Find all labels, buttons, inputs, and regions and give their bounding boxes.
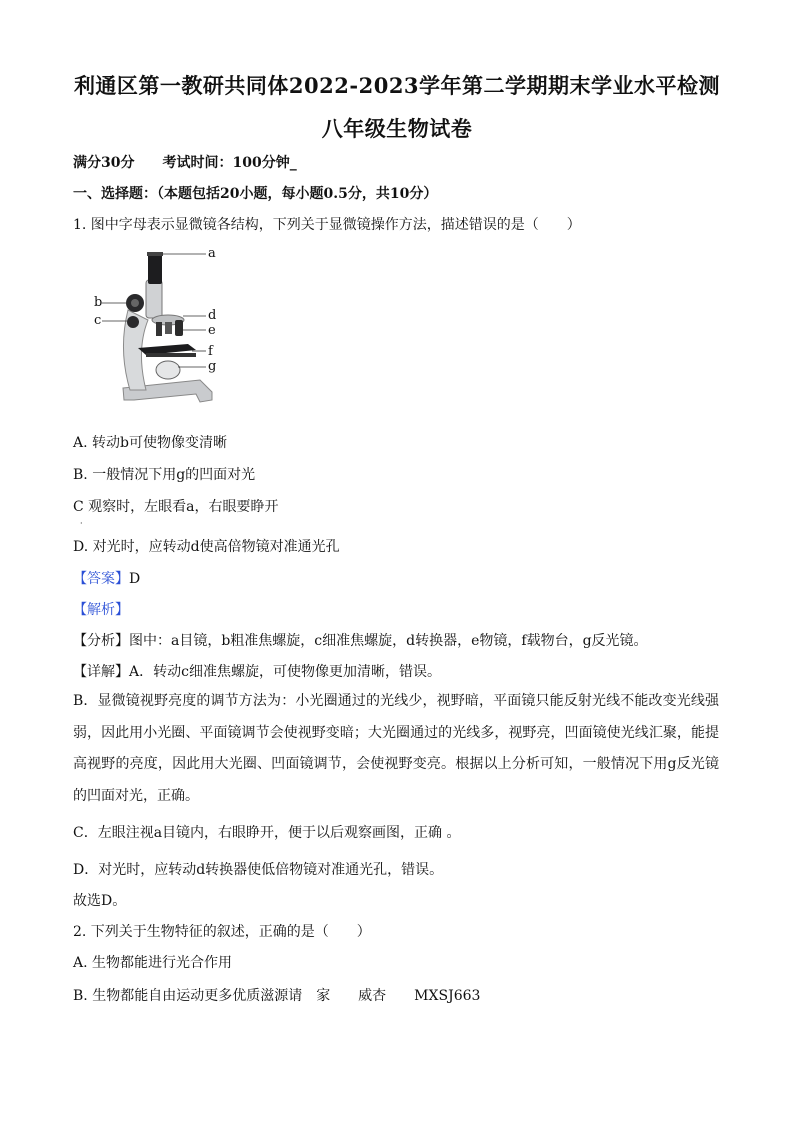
question-1-option-a: A. 转动b可使物像变清晰 bbox=[73, 435, 227, 451]
exam-title-line1: 利通区第一教研共同体2022-2023学年第二学期期末学业水平检测 bbox=[73, 73, 721, 98]
question-1-option-b: B. 一般情况下用g的凹面对光 bbox=[73, 467, 256, 483]
analysis-line bbox=[73, 599, 129, 619]
question-1-stem: 1. 图中字母表示显微镜各结构，下列关于显微镜操作方法，描述错误的是（ ） bbox=[73, 217, 581, 233]
figure-label-b: b bbox=[94, 295, 103, 310]
xiangjie-label: 【详解】 bbox=[73, 664, 129, 680]
xiangjie-text: A．转动c细准焦螺旋，可使物像更加清晰，错误。 bbox=[129, 664, 441, 680]
analysis-label: 【解析】 bbox=[73, 602, 129, 618]
conclusion: 故选D。 bbox=[73, 893, 127, 909]
answer-line bbox=[73, 568, 140, 588]
question-2-option-a: A. 生物都能进行光合作用 bbox=[73, 955, 233, 971]
score-time-info: 满分30分 考试时间：100分钟_ bbox=[73, 155, 297, 171]
answer-label: 【答案】 bbox=[73, 571, 129, 587]
explanation-d: D．对光时，应转动d转换器使低倍物镜对准通光孔，错误。 bbox=[73, 862, 444, 878]
figure-label-g: g bbox=[208, 359, 217, 374]
question-2-stem: 2. 下列关于生物特征的叙述，正确的是（ ） bbox=[73, 924, 371, 940]
microscope-figure bbox=[88, 240, 228, 415]
explanation-b: B．显微镜视野亮度的调节方法为：小光圈通过的光线少，视野暗，平面镜只能反射光线不能改变光线强弱，因此用小光圈、平面镜调节会使视野变暗；大光圈通过的光线多，视野亮，凹面镜使光线汇聚，能提高视野的亮度，因此用大光圈、凹面镜调节，会使视野变亮。根据以上分析可知，一般情况下用g反光镜的凹面对光，正确。 bbox=[73, 693, 719, 804]
figure-label-c: c bbox=[94, 313, 102, 328]
xiangjie-line bbox=[73, 661, 441, 681]
explanation-c: C．左眼注视a目镜内，右眼睁开，便于以后观察画图，正确 。 bbox=[73, 825, 461, 841]
question-1-option-c: C 观察时，左眼看a，右眼要睁开 bbox=[73, 499, 279, 515]
figure-label-a: a bbox=[208, 246, 216, 261]
exam-title-line2: 八年级生物试卷 bbox=[321, 116, 473, 141]
figure-label-d: d bbox=[208, 308, 217, 323]
figure-label-e: e bbox=[208, 323, 216, 338]
question-2-option-b: B. 生物都能自由运动更多优质滋源请 家 威杏 MXSJ663 bbox=[73, 988, 481, 1004]
question-1-option-d: D. 对光时，应转动d使高倍物镜对准通光孔 bbox=[73, 539, 340, 555]
fenxi-label: 【分析】 bbox=[73, 633, 129, 649]
fenxi-text: 图中：a目镜，b粗准焦螺旋，c细准焦螺旋，d转换器，e物镜，f载物台，g反光镜。 bbox=[129, 633, 648, 649]
fenxi-line bbox=[73, 630, 648, 650]
section-heading: 一、选择题：（本题包括20小题，每小题0.5分，共10分） bbox=[73, 186, 438, 202]
dot-mark: · bbox=[80, 519, 83, 528]
figure-label-f: f bbox=[208, 344, 213, 359]
answer-value: D bbox=[129, 571, 141, 587]
